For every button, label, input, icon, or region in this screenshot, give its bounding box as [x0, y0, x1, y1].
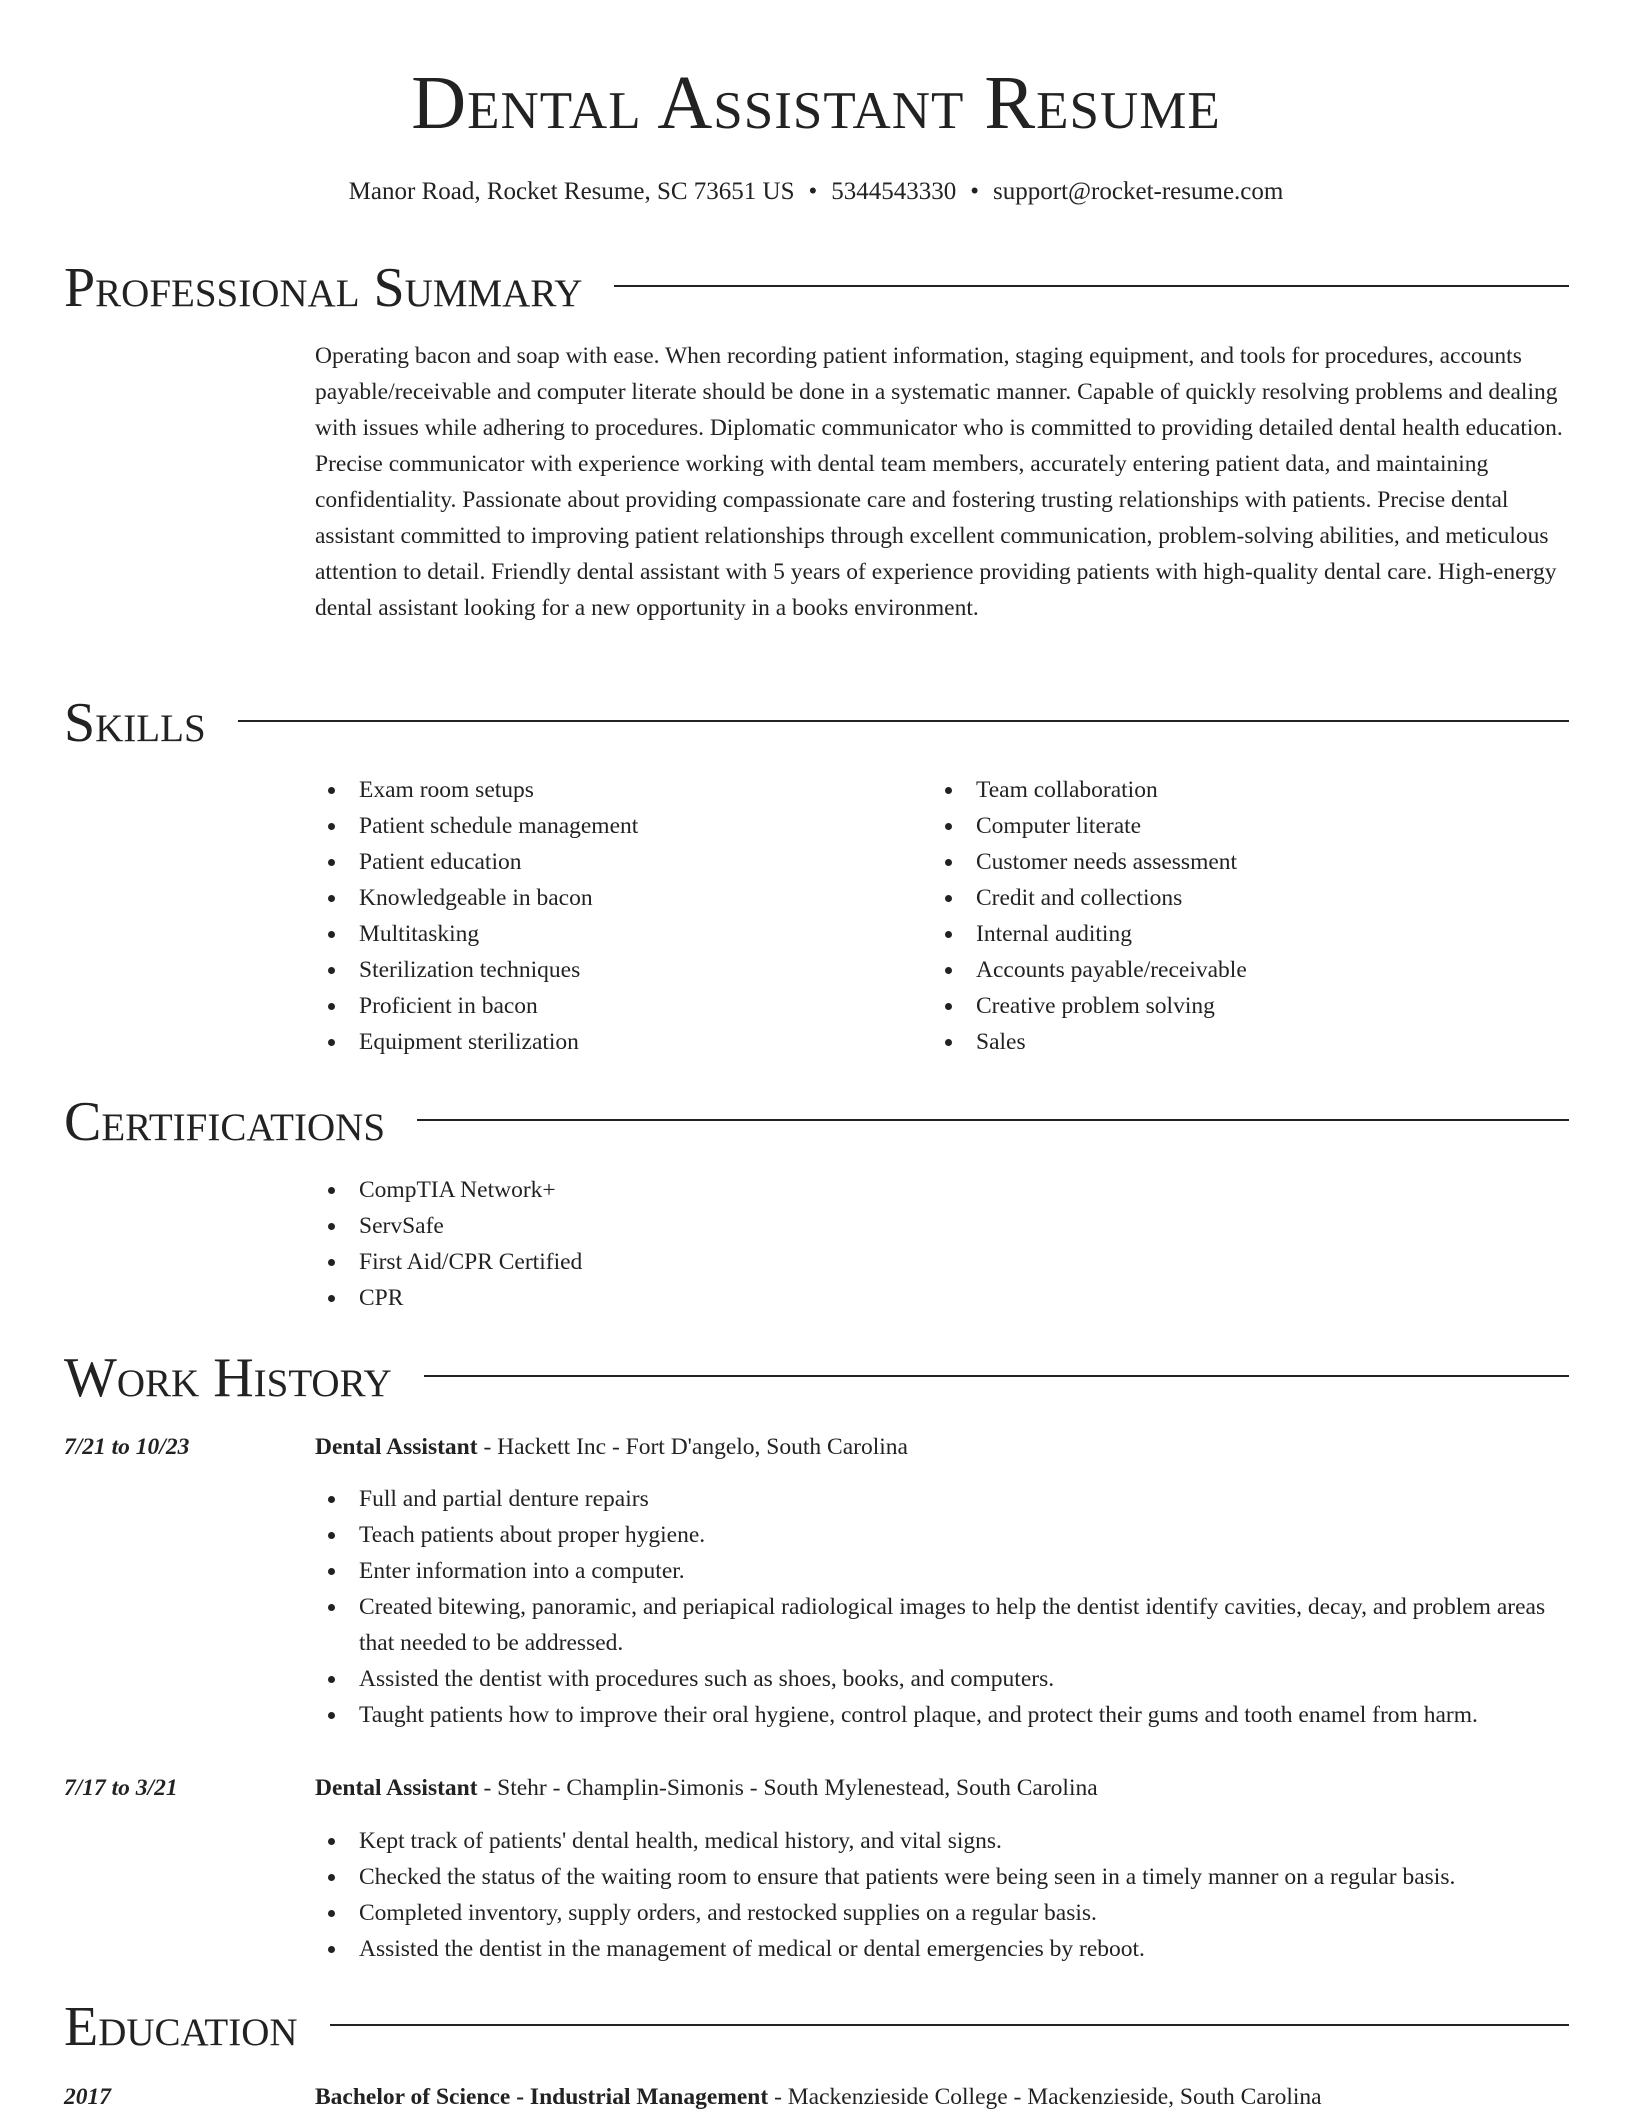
contact-separator: • — [970, 178, 980, 205]
skills-list-right — [932, 772, 1532, 1060]
job-role: Dental Assistant — [315, 1775, 478, 1801]
job-details: - Stehr - Champlin-Simonis - South Mylenestead, South Carolina — [477, 1775, 1098, 1801]
certification-item: CompTIA Network+ — [315, 1172, 915, 1208]
education-year: 2017 — [64, 2084, 111, 2110]
job-bullet: Completed inventory, supply orders, and restocked supplies on a regular basis. — [315, 1895, 1569, 1931]
contact-email: support@rocket-resume.com — [993, 178, 1284, 205]
work-section-header — [64, 1343, 1569, 1413]
work-heading: Work History — [64, 1347, 392, 1409]
job-bullet: Checked the status of the waiting room to ensure that patients were being seen in a timely manner on a regular basis. — [315, 1859, 1569, 1895]
contact-phone: 5344543330 — [831, 178, 957, 205]
education-title-line — [315, 2079, 1569, 2115]
job-bullet: Enter information into a computer. — [315, 1553, 1569, 1589]
skill-item: Exam room setups — [315, 772, 915, 808]
job-bullet: Taught patients how to improve their oral hygiene, control plaque, and protect their gums and tooth enamel from harm. — [315, 1697, 1569, 1733]
job-bullets-container — [315, 1823, 1569, 1967]
certification-item: ServSafe — [315, 1208, 915, 1244]
skill-item: Credit and collections — [932, 880, 1532, 916]
skill-item: Multitasking — [315, 916, 915, 952]
skill-item: Computer literate — [932, 808, 1532, 844]
job-title-line — [315, 1429, 1569, 1465]
education-degree: Bachelor of Science - Industrial Management — [315, 2084, 769, 2110]
job-dates: 7/21 to 10/23 — [64, 1434, 190, 1460]
resume-title: Dental Assistant Resume — [411, 61, 1221, 145]
job-title-line — [315, 1770, 1569, 1806]
skill-item: Customer needs assessment — [932, 844, 1532, 880]
skills-list-left — [315, 772, 915, 1060]
job-bullet: Teach patients about proper hygiene. — [315, 1517, 1569, 1553]
contact-line — [0, 175, 1632, 209]
skill-item: Sterilization techniques — [315, 952, 915, 988]
skills-column-left — [315, 772, 915, 1060]
job-bullet: Full and partial denture repairs — [315, 1481, 1569, 1517]
section-divider — [330, 2024, 1569, 2026]
job-details: - Hackett Inc - Fort D'angelo, South Carolina — [477, 1434, 908, 1460]
education-section-header — [64, 1992, 1569, 2062]
education-heading: Education — [64, 1996, 298, 2058]
skill-item: Internal auditing — [932, 916, 1532, 952]
certifications-list — [315, 1172, 915, 1316]
skill-item: Accounts payable/receivable — [932, 952, 1532, 988]
job-bullets — [315, 1823, 1569, 1967]
job-bullet: Kept track of patients' dental health, medical history, and vital signs. — [315, 1823, 1569, 1859]
section-divider — [238, 720, 1569, 722]
job-role: Dental Assistant — [315, 1434, 478, 1460]
skill-item: Patient education — [315, 844, 915, 880]
skill-item: Sales — [932, 1024, 1532, 1060]
section-divider — [417, 1119, 1569, 1121]
job-bullet: Assisted the dentist with procedures such as shoes, books, and computers. — [315, 1661, 1569, 1697]
skill-item: Team collaboration — [932, 772, 1532, 808]
job-dates: 7/17 to 3/21 — [64, 1775, 178, 1801]
summary-section-header — [64, 253, 1569, 323]
skill-item: Equipment sterilization — [315, 1024, 915, 1060]
skill-item: Proficient in bacon — [315, 988, 915, 1024]
job-bullets — [315, 1481, 1569, 1733]
certification-item: First Aid/CPR Certified — [315, 1244, 915, 1280]
job-bullet: Created bitewing, panoramic, and periapical radiological images to help the dentist identify cavities, decay, and problem areas that needed to be addressed. — [315, 1589, 1569, 1661]
certifications-section-header — [64, 1087, 1569, 1157]
education-details: - Mackenzieside College - Mackenzieside, South Carolina — [768, 2084, 1322, 2110]
contact-address: Manor Road, Rocket Resume, SC 73651 US — [348, 178, 795, 205]
skills-column-right — [932, 772, 1532, 1060]
summary-text: Operating bacon and soap with ease. When recording patient information, staging equipment, and tools for procedures, accounts payable/receivable and computer literate should be done in a systematic manner. Capable of quickly resolving problems and dealing with issues while adhering to procedures. Diplomatic communicator who is committed to providing detailed dental health education. Precise communicator with experience working with dental team members, accurately entering patient data, and maintaining confidentiality. Passionate about providing compassionate care and fostering trusting relationships with patients. Precise dental assistant committed to improving patient relationships through excellent communication, problem-solving abilities, and meticulous attention to detail. Friendly dental assistant with 5 years of experience providing patients with high-quality dental care. High-energy dental assistant looking for a new opportunity in a books environment. — [315, 343, 1563, 621]
skill-item: Knowledgeable in bacon — [315, 880, 915, 916]
skill-item: Creative problem solving — [932, 988, 1532, 1024]
certification-item: CPR — [315, 1280, 915, 1316]
section-divider — [424, 1375, 1569, 1377]
section-divider — [614, 285, 1569, 287]
skills-heading: Skills — [64, 692, 206, 754]
skills-section-header — [64, 688, 1569, 758]
certifications-column — [315, 1172, 915, 1316]
contact-separator: • — [808, 178, 818, 205]
summary-heading: Professional Summary — [64, 257, 583, 319]
skill-item: Patient schedule management — [315, 808, 915, 844]
job-bullet: Assisted the dentist in the management of medical or dental emergencies by reboot. — [315, 1931, 1569, 1967]
job-bullets-container — [315, 1481, 1569, 1733]
certifications-heading: Certifications — [64, 1091, 386, 1153]
